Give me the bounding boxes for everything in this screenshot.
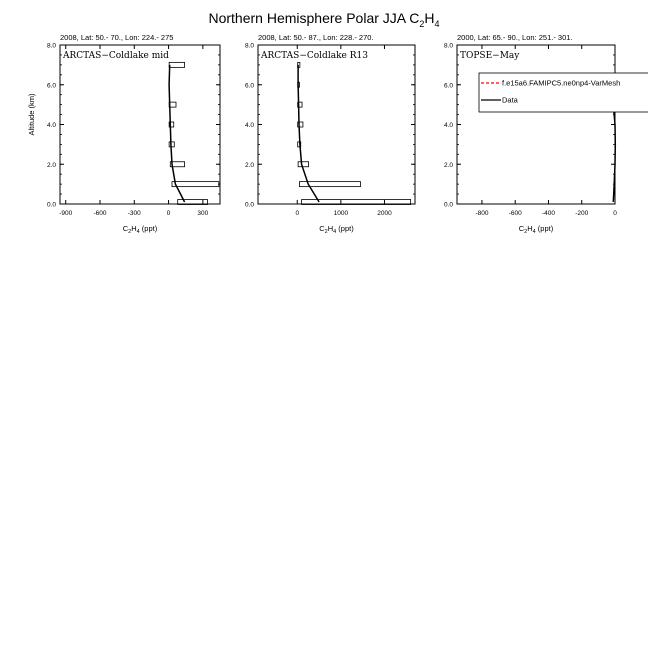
panel-3 bbox=[444, 33, 648, 235]
panel-header: 2008, Lat: 50.- 87., Lon: 228.- 270. bbox=[258, 33, 374, 42]
y-tick-label: 0.0 bbox=[443, 201, 453, 209]
y-tick-label: 4.0 bbox=[443, 122, 453, 129]
x-axis-label-part: (ppt) bbox=[336, 224, 354, 233]
y-tick-label: 8.0 bbox=[46, 42, 56, 50]
legend-label: Data bbox=[502, 95, 518, 105]
x-axis-label-part: 2 bbox=[128, 229, 132, 235]
x-axis-label bbox=[319, 224, 354, 235]
x-tick-label: -300 bbox=[127, 210, 141, 217]
x-axis-label-part: (ppt) bbox=[139, 224, 158, 233]
x-axis-label bbox=[519, 224, 554, 235]
campaign-label: ARCTAS−Coldlake mid bbox=[63, 51, 169, 61]
plot-frame bbox=[60, 45, 220, 204]
y-tick-label: 0.0 bbox=[244, 201, 254, 209]
x-tick-label: 0 bbox=[613, 210, 617, 217]
campaign-label: TOPSE−May bbox=[460, 51, 520, 61]
legend-label: f.e15a6.FAMIPC5.ne0np4-VarMesh bbox=[502, 78, 621, 88]
x-tick-label: -600 bbox=[508, 210, 522, 217]
range-box bbox=[298, 162, 308, 167]
plot-frame bbox=[258, 45, 415, 204]
campaign-label: ARCTAS−Coldlake R13 bbox=[261, 51, 368, 61]
x-axis-label-part: 4 bbox=[532, 229, 536, 235]
y-tick-label: 2.0 bbox=[244, 161, 254, 169]
figure-title: Northern Hemisphere Polar JJA $C_2H_4$ bbox=[208, 10, 440, 29]
y-tick-label: 2.0 bbox=[46, 161, 56, 169]
y-tick-label: 6.0 bbox=[46, 82, 56, 90]
x-axis-label-part: H bbox=[131, 224, 137, 233]
x-tick-label: 2000 bbox=[377, 210, 392, 217]
x-axis-label-part: 4 bbox=[136, 229, 140, 235]
y-tick-label: 4.0 bbox=[46, 122, 56, 129]
x-tick-label: -200 bbox=[575, 210, 589, 217]
plot-frame bbox=[457, 45, 615, 204]
x-axis-label-part: C bbox=[319, 224, 325, 233]
x-tick-label: -800 bbox=[475, 210, 489, 217]
x-axis-label-part: C bbox=[518, 224, 525, 233]
x-axis-label bbox=[123, 224, 158, 235]
range-box bbox=[169, 62, 184, 67]
range-box bbox=[172, 182, 219, 187]
x-tick-label: 1000 bbox=[333, 210, 349, 217]
y-tick-label: 0.0 bbox=[46, 201, 56, 209]
x-axis-label-part: H bbox=[327, 224, 334, 233]
y-tick-label: 8.0 bbox=[443, 42, 453, 50]
y-tick-label: 6.0 bbox=[244, 82, 254, 90]
panel-header: 2008, Lat: 50.- 70., Lon: 224.- 275 bbox=[60, 33, 174, 42]
y-tick-label: 2.0 bbox=[443, 161, 453, 169]
x-axis-label-part: H bbox=[527, 224, 533, 233]
x-tick-label: -600 bbox=[93, 210, 107, 217]
x-axis-label-part: 4 bbox=[333, 229, 337, 235]
x-axis-label-part: (ppt) bbox=[535, 224, 554, 233]
x-axis-label-part: 2 bbox=[524, 229, 528, 235]
x-axis-label-part: 2 bbox=[324, 229, 328, 235]
panels bbox=[27, 33, 648, 235]
x-tick-label: 0 bbox=[166, 210, 171, 217]
panel-1 bbox=[27, 33, 220, 235]
y-tick-label: 4.0 bbox=[244, 122, 254, 129]
y-tick-label: 8.0 bbox=[244, 42, 254, 50]
y-tick-label: 6.0 bbox=[443, 82, 453, 90]
x-tick-label: 0 bbox=[295, 210, 300, 217]
x-tick-label: -900 bbox=[59, 210, 73, 217]
x-axis-label-part: C bbox=[122, 224, 129, 233]
x-tick-label: -400 bbox=[541, 210, 555, 217]
y-axis-label: Altitude (km) bbox=[27, 93, 36, 136]
panel-2 bbox=[245, 33, 415, 235]
panel-header: 2000, Lat: 65.- 90., Lon: 251.- 301. bbox=[457, 33, 573, 42]
x-tick-label: 300 bbox=[197, 210, 209, 217]
